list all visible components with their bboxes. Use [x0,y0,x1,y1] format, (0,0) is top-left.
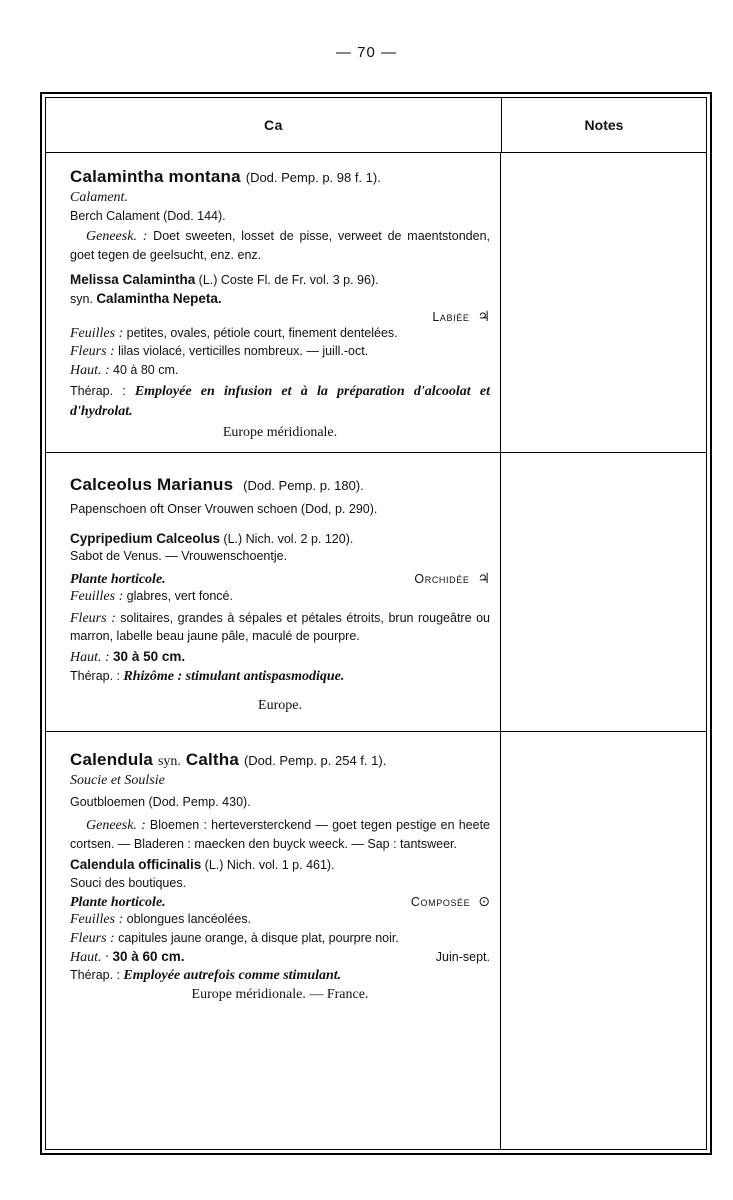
therap-text: Employée en infusion et à la préparation d'alcoolat et d'hydrolat. [70,384,490,419]
entry-geneesk [70,816,490,852]
table-row [46,453,706,732]
notes-cell[interactable] [501,153,706,452]
feuilles-text: oblongues lancéolées. [126,912,252,927]
plante-horticole: Plante horticole. [70,895,166,911]
notes-cell[interactable] [501,453,706,731]
entry-authority: (Dod. Pemp. p. 98 f. 1). [245,170,381,185]
entry-title-alt: Caltha [185,749,240,769]
entry-vernacular-italic: Calament. [70,190,128,206]
page-number: — 70 — [335,44,398,61]
entry-feuilles [70,325,490,343]
fleurs-text: lilas violacé, verticilles nombreux. — juill.-oct. [118,344,369,359]
entry-therap [70,668,490,685]
table-body [46,153,706,1149]
modern-name: Calendula officinalis [70,857,202,873]
geneesk-label: Geneesk. : [86,229,148,245]
entry-title-text: Calendula [70,749,154,769]
family-row [411,894,490,910]
entry-therap [70,967,490,984]
feuilles-text: petites, ovales, pétiole court, finement dentelées. [126,325,398,340]
haut-season: Juin-sept. [435,950,490,965]
entry-origin: Europe. [258,697,302,713]
entry-vernacular-second: Berch Calament (Dod. 144). [70,208,226,223]
entry-calceolus-marianus [46,453,501,731]
therap-text: Rhizôme : stimulant antispasmodique. [123,668,345,684]
family-name: Composée [410,895,471,910]
syn-label: syn. [70,292,93,306]
feuilles-label: Feuilles : [70,325,124,341]
therap-label: Thérap. : [70,668,121,683]
entry-french-name: Souci des boutiques. [70,876,187,891]
plante-horticole: Plante horticole. [70,572,166,588]
entry-origin: Europe méridionale. [222,424,338,440]
lifecycle-symbol-icon: ⊙ [478,894,490,911]
table-row [46,153,706,453]
modern-name: Melissa Calamintha [70,272,196,288]
modern-ref: (L.) Coste Fl. de Fr. vol. 3 p. 96). [198,273,379,288]
therap-label: Thérap. : [70,967,121,982]
modern-ref: (L.) Nich. vol. 2 p. 120). [223,531,354,546]
entry-title [70,475,490,495]
fleurs-label: Fleurs : [70,930,115,946]
entry-fleurs [70,930,490,948]
plante-family-row [70,570,490,588]
family-row [414,571,490,587]
entry-title [70,750,490,771]
modern-name: Cypripedium Calceolus [70,530,221,546]
lifecycle-symbol-icon: ♃ [477,571,490,588]
table-row [46,732,706,1149]
entry-title-text: Calceolus Marianus [70,474,234,494]
geneesk-label: Geneesk. : [86,818,146,834]
entry-vernacular-second: Papenschoen oft Onser Vrouwen schoen (Dod, p. 290). [70,502,378,517]
entry-origin: Europe méridionale. — France. [191,986,369,1002]
entry-calendula [46,732,501,1149]
syn-label: syn. [157,753,181,769]
haut-label: Haut. : [70,362,110,378]
column-header-main: Ca [46,98,502,152]
feuilles-label: Feuilles : [70,589,124,605]
entry-modern-name-line [70,530,490,548]
geneesk-text: Bloemen : herteversterckend — goet tegen pestige en heete cortsen. — Bladeren : maecken den buyck weeck. — Sap : tantsweer. [70,818,491,851]
syn-name: Calamintha Nepeta. [96,291,222,306]
entry-french-name: Sabot de Venus. — Vrouwenschoentje. [70,549,288,564]
modern-ref: (L.) Nich. vol. 1 p. 461). [204,858,335,873]
entry-vernacular-second: Goutbloemen (Dod. Pemp. 430). [70,794,251,809]
feuilles-label: Feuilles : [70,912,124,928]
entry-haut [70,948,490,967]
haut-text: 30 à 50 cm. [113,649,186,665]
fleurs-text: capitules jaune orange, à disque plat, pourpre noir. [118,930,399,945]
lifecycle-symbol-icon: ♃ [477,308,490,325]
entry-feuilles [70,911,490,929]
entry-calamintha-montana [46,153,501,452]
entry-vernacular-italic: Soucie et Soulsie [70,773,165,789]
fleurs-label: Fleurs : [70,344,115,360]
entry-geneesk [70,227,490,263]
botanical-table [40,92,712,1155]
entry-authority: (Dod. Pemp. p. 180). [243,477,364,493]
family-name: Orchidée [414,572,470,587]
fleurs-label: Fleurs : [70,610,116,626]
haut-text: 40 à 80 cm. [113,362,179,377]
feuilles-text: glabres, vert foncé. [126,589,233,604]
entry-authority: (Dod. Pemp. p. 254 f. 1). [243,752,387,768]
haut-label: Haut. : [70,650,110,666]
haut-label: Haut. · [70,950,109,966]
entry-feuilles [70,588,490,606]
family-row [70,309,490,325]
therap-text: Employée autrefois comme stimulant. [123,967,342,983]
entry-haut [70,648,490,667]
entry-synonym-line [70,290,490,308]
entry-haut [70,362,490,380]
therap-label: Thérap. : [70,384,126,399]
table-header-row [46,98,706,153]
entry-therap [70,382,490,421]
entry-fleurs [70,609,490,645]
family-name: Labiée [432,309,470,324]
haut-text: 30 à 60 cm. [112,949,185,965]
column-header-notes: Notes [584,117,624,133]
entry-title [70,167,490,187]
fleurs-text: solitaires, grandes à sépales et pétales étroits, brun rougeâtre ou marron, labelle beau jaune pâle, maculé de pourpre. [70,610,491,644]
entry-modern-name-line [70,271,490,289]
plante-family-row [70,893,490,911]
entry-fleurs [70,343,490,361]
entry-modern-name-line [70,856,490,874]
notes-cell[interactable] [501,732,706,1149]
geneesk-text: Doet sweeten, losset de pisse, verweet de maentstonden, goet tegen de geelsucht, enz. enz. [70,229,491,262]
entry-title-text: Calamintha montana [70,167,241,186]
